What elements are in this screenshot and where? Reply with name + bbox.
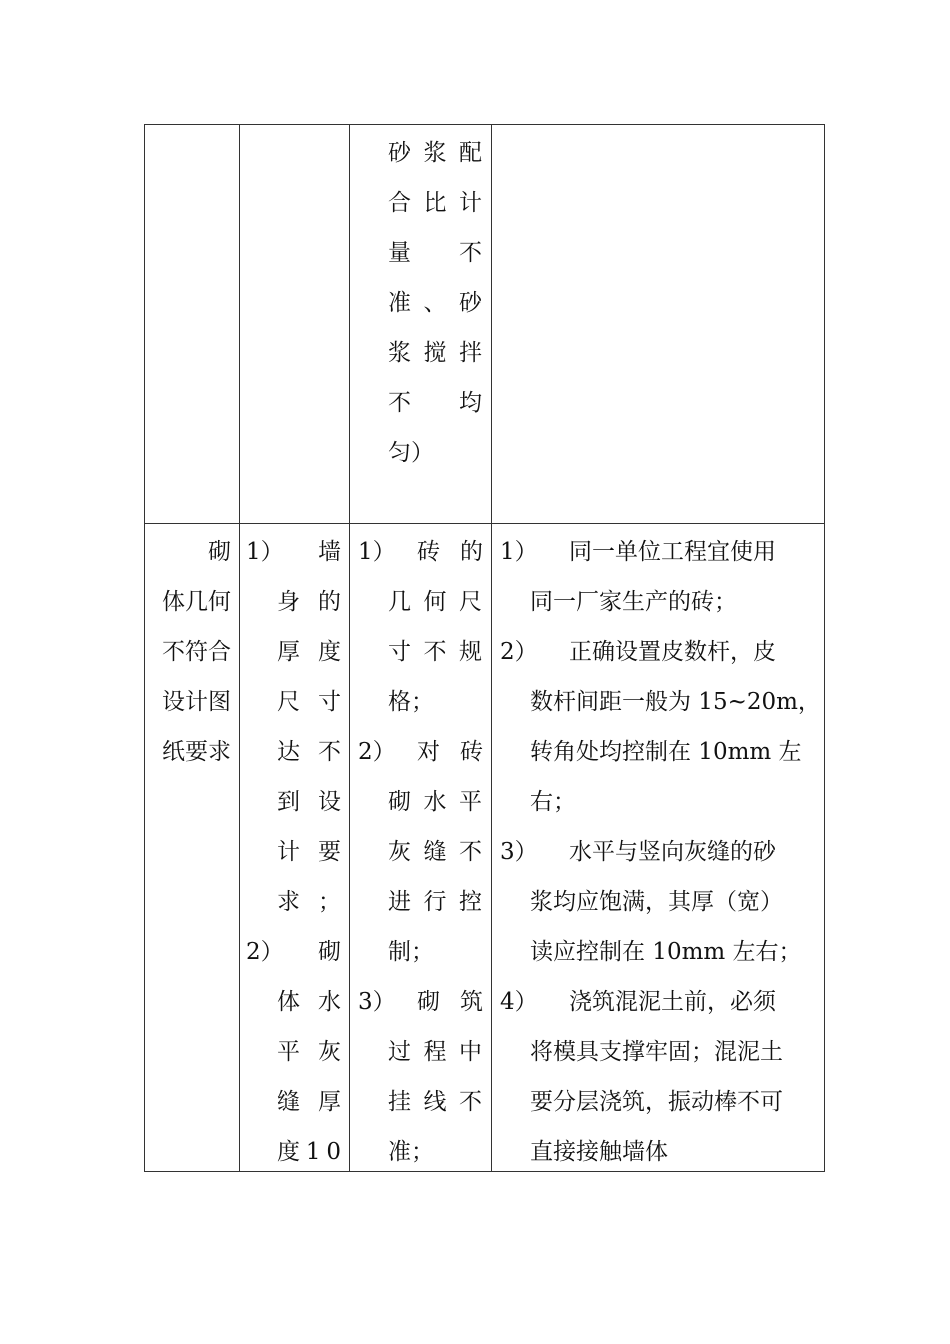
measure-line: 同一厂家生产的砖； xyxy=(530,589,737,615)
measure-line: 浇筑混泥土前，必须 xyxy=(569,989,776,1015)
reason-line: 对 砖 xyxy=(417,739,483,765)
measure-item-number: 4） xyxy=(500,989,538,1015)
cause-line: 度 1 0 xyxy=(277,1139,341,1165)
cause-item-number: 2） xyxy=(246,939,284,965)
reason-item-number: 2） xyxy=(358,739,396,765)
row-divider xyxy=(145,523,824,524)
category-line: 设计图 xyxy=(162,689,231,715)
cause-line: 尺 寸 xyxy=(277,689,341,715)
reason-line: 寸 不 规 xyxy=(388,639,482,665)
reason-line: 几 何 尺 xyxy=(388,589,482,615)
cause-line: 求 ； xyxy=(277,889,341,915)
cause-line: 计 要 xyxy=(277,839,341,865)
reason-line: 砌 筑 xyxy=(417,989,483,1015)
category-line: 砌 xyxy=(208,539,231,565)
measure-line: 数杆间距一般为 15~20m， xyxy=(530,689,821,715)
reason-line: 格； xyxy=(388,689,434,715)
cause-line: 身 的 xyxy=(277,589,341,615)
reason-line: 过 程 中 xyxy=(388,1039,482,1065)
cause-line: 平 灰 xyxy=(277,1039,341,1065)
measure-line: 转角处均控制在 10mm 左 xyxy=(530,739,802,765)
cell-line: 匀） xyxy=(388,440,434,466)
reason-line: 砌 水 平 xyxy=(388,789,482,815)
cell-line: 合 比 计 xyxy=(388,190,482,216)
col-divider-3 xyxy=(491,125,492,1171)
category-line: 体几何 xyxy=(162,589,231,615)
cause-line: 厚 度 xyxy=(277,639,341,665)
measure-item-number: 2） xyxy=(500,639,538,665)
reason-line: 进 行 控 xyxy=(388,889,482,915)
measure-line: 同一单位工程宜使用 xyxy=(569,539,776,565)
reason-item-number: 3） xyxy=(358,989,396,1015)
cell-line: 量 不 xyxy=(388,240,482,266)
cell-line: 砂 浆 配 xyxy=(388,140,482,166)
measure-line: 浆均应饱满，其厚（宽） xyxy=(530,889,783,915)
cell-line: 不 均 xyxy=(388,390,482,416)
measure-line: 水平与竖向灰缝的砂 xyxy=(569,839,776,865)
cause-line: 到 设 xyxy=(277,789,341,815)
cause-line: 体 水 xyxy=(277,989,341,1015)
cause-item-number: 1） xyxy=(246,539,284,565)
cause-line: 缝 厚 xyxy=(277,1089,341,1115)
reason-item-number: 1） xyxy=(358,539,396,565)
measure-item-number: 1） xyxy=(500,539,538,565)
measure-line: 直接接触墙体 xyxy=(530,1139,668,1165)
col-divider-1 xyxy=(239,125,240,1171)
reason-line: 制； xyxy=(388,939,434,965)
measures-table xyxy=(144,124,825,1172)
measure-line: 要分层浇筑，振动棒不可 xyxy=(530,1089,783,1115)
cause-line: 砌 xyxy=(318,939,341,965)
measure-line: 将模具支撑牢固；混泥土 xyxy=(530,1039,783,1065)
measure-line: 正确设置皮数杆，皮 xyxy=(569,639,776,665)
category-line: 纸要求 xyxy=(162,739,231,765)
reason-line: 砖 的 xyxy=(417,539,483,565)
cause-line: 墙 xyxy=(318,539,341,565)
cell-line: 浆 搅 拌 xyxy=(388,340,482,366)
col-divider-2 xyxy=(349,125,350,1171)
measure-line: 读应控制在 10mm 左右； xyxy=(530,939,802,965)
cell-line: 准 、 砂 xyxy=(388,290,482,316)
reason-line: 挂 线 不 xyxy=(388,1089,482,1115)
measure-item-number: 3） xyxy=(500,839,538,865)
cause-line: 达 不 xyxy=(277,739,341,765)
reason-line: 灰 缝 不 xyxy=(388,839,482,865)
reason-line: 准； xyxy=(388,1139,434,1165)
measure-line: 右； xyxy=(530,789,576,815)
category-line: 不符合 xyxy=(162,639,231,665)
